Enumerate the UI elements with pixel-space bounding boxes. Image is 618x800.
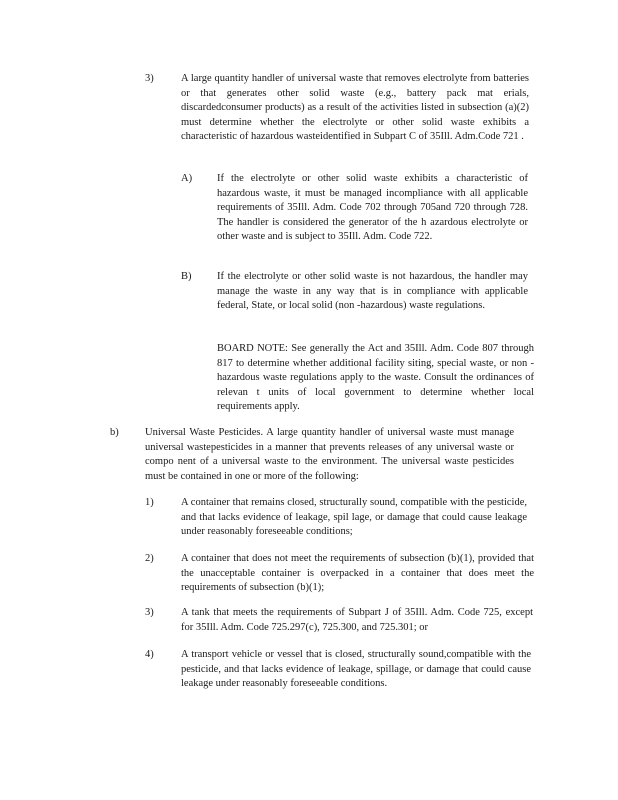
paragraph-b4-label: 4) — [145, 649, 154, 660]
paragraph-b-text: Universal Waste Pesticides. A large quantity handler of universal waste must manage universal wastepesticides in a manner that prevents releases of any universal waste or compo nent of a universal waste to the environment. The universal waste pesticides must be contained in one or more of the following: — [145, 427, 514, 482]
paragraph-b3-label: 3) — [145, 607, 154, 618]
paragraph-b4-text: A transport vehicle or vessel that is closed, structurally sound,compatible with the pesticide, and that lacks evidence of leakage, spillage, or damage that could cause leakage under reasonably foreseeable conditions. — [181, 649, 531, 690]
paragraph-b1-text: A container that remains closed, structurally sound, compatible with the pesticide, and that lacks evidence of leakage, spil lage, or damage that could cause leakage under reasonably foreseeable conditions; — [181, 497, 527, 538]
paragraph-b1-label: 1) — [145, 497, 154, 508]
paragraph-3a-label: A) — [181, 173, 193, 184]
paragraph-3a-text: If the electrolyte or other solid waste exhibits a characteristic of hazardous waste, it must be managed incompliance with all applicable requirements of 35Ill. Adm. Code 702 through 705and 720 through 728. The handler is considered the generator of the h azardous electrolyte or other waste and is subject to 35Ill. Adm. Code 722. — [217, 173, 528, 243]
paragraph-b3-text: A tank that meets the requirements of Subpart J of 35Ill. Adm. Code 725, except for 35Ill. Adm. Code 725.297(c), 725.300, and 725.301; or — [181, 607, 533, 633]
board-note-text: BOARD NOTE: See generally the Act and 35Ill. Adm. Code 807 through 817 to determine whether additional facility siting, special waste, or non -hazardous waste regulations apply to the waste. Consult the ordinances of relevan t units of local government to determine whether local requirements apply. — [217, 343, 534, 413]
paragraph-3-text: A large quantity handler of universal waste that removes electrolyte from batteries or that generates other solid waste (e.g., battery pack mat erials, discardedconsumer products) as a result of the activities listed in subsection (a)(2) must determine whether the electrolyte or other solid waste exhibits a characteristic of hazardous wasteidentified in Subpart C of 35Ill. Adm.Code 721 . — [181, 73, 529, 143]
paragraph-b2-text: A container that does not meet the requirements of subsection (b)(1), provided that the unacceptable container is overpacked in a container that does meet the requirements of subsection (b)(1); — [181, 553, 534, 594]
paragraph-3b-text: If the electrolyte or other solid waste is not hazardous, the handler may manage the waste in any way that is in compliance with applicable federal, State, or local solid (non -hazardous) waste regulations. — [217, 271, 528, 312]
paragraph-b-label: b) — [110, 427, 119, 438]
paragraph-3b-label: B) — [181, 271, 192, 282]
paragraph-3-label: 3) — [145, 73, 154, 84]
paragraph-b2-label: 2) — [145, 553, 154, 564]
